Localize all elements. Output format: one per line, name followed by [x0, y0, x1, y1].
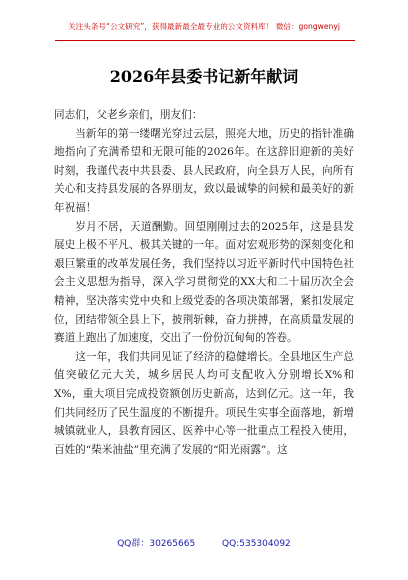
- paragraph-review: 岁月不居，天道酬勤。回望刚刚过去的2025年，这是县发展史上极不平凡、极其关键的一年。面对宏观形势的深刻变化和艰巨繁重的改革发展任务，我们坚持以习近平新时代中国特色社会主义思想为指导，深入学习贯彻党的XX大和二十届历次全会精神，坚决落实党中央和上级党委的各项决策部署，紧扣发展定位，团结带领全县上下，披荆斩棘，奋力拼搏，在高质量发展的赛道上跑出了加速度，交出了一份份沉甸甸的答卷。: [54, 220, 354, 345]
- paragraph-opening: 当新年的第一缕曙光穿过云层，照亮大地，历史的指针准确地指向了充满希望和无限可能的2026年。在这辞旧迎新的美好时刻，我谨代表中共县委、县人民政府，向全县万人民，向所有关心和支持县发展的各界朋友，致以最诚挚的问候和最美好的新年祝福！: [54, 127, 354, 214]
- header-banner: 关注头条号“公文研究”，获得最新最全最专业的公文资料库！ 微信：gongwenyj: [68, 22, 340, 31]
- document-body: [54, 106, 354, 459]
- footer-qq-group: QQ群：30265665: [117, 539, 196, 549]
- salutation: 同志们，父老乡亲们，朋友们：: [54, 109, 203, 121]
- footer-qq-number: QQ:535304092: [222, 539, 291, 549]
- footer-contact: [0, 536, 408, 549]
- header-divider: [55, 40, 355, 41]
- document-title: 2026年县委书记新年献词: [109, 67, 299, 86]
- paragraph-achievements: 这一年，我们共同见证了经济的稳健增长。全县地区生产总值突破亿元大关，城乡居民人均可支配收入分别增长X%和X%，重大项目完成投资额创历史新高，达到亿元。这一年，我们共同经历了民生温度的不断提升。项民生实事全面落地，新增城镇就业人，县教育园区、医养中心等一批重点工程投入使用，百姓的“柴米油盐”里充满了发展的“阳光雨露”。这: [54, 350, 354, 456]
